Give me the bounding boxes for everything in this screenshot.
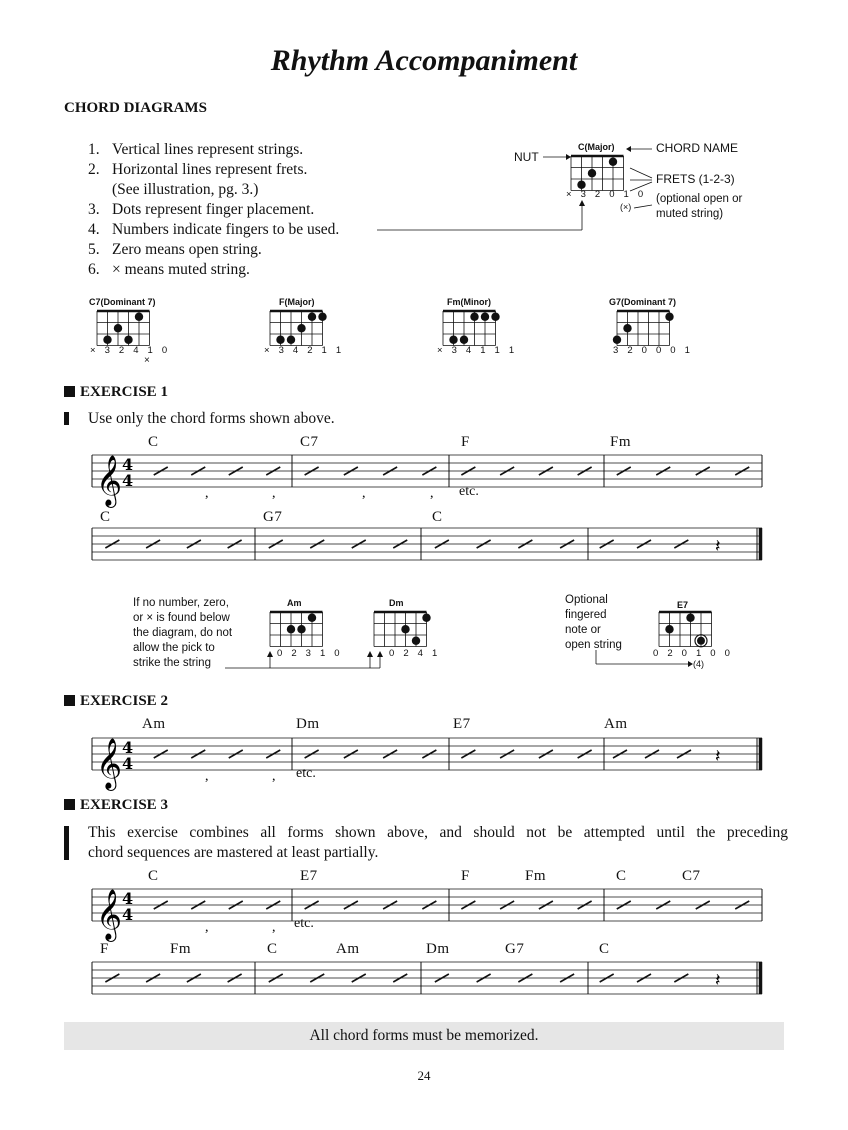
chord-symbol: C7	[300, 434, 319, 450]
rule-item: 1. Vertical lines represent strings.	[88, 141, 304, 158]
rule-item: 5. Zero means open string.	[88, 241, 262, 258]
chord-symbol: C	[616, 868, 627, 884]
finger-dot	[135, 313, 143, 321]
breath-mark-icon: ,	[205, 486, 209, 501]
finger-dot	[449, 336, 457, 344]
staff	[92, 528, 762, 560]
illustration-c-major-diagram	[571, 156, 624, 191]
nut-label: NUT	[514, 150, 539, 164]
chord-symbol: G7	[263, 509, 283, 525]
rule-item: 2. Horizontal lines represent frets.	[88, 161, 308, 178]
finger-dot	[623, 324, 631, 332]
chord-symbol: C	[148, 434, 159, 450]
chord-am-label: Am	[287, 598, 302, 608]
quarter-rest-icon: 𝄽	[715, 970, 721, 991]
breath-mark-icon: ,	[272, 486, 276, 501]
optional-note: (optional open or muted string)	[656, 193, 743, 220]
time-signature-top: 4	[122, 455, 134, 474]
chord-dm-fingers: 0 2 4 1	[389, 648, 441, 659]
chord-g7-label: G7(Dominant 7)	[609, 297, 677, 307]
chord-symbol: C	[432, 509, 443, 525]
finger-dot	[412, 637, 420, 645]
staff	[92, 455, 762, 508]
arrow-head	[566, 154, 571, 160]
chord-symbol: Dm	[296, 716, 320, 732]
finger-dot	[470, 313, 478, 321]
chord-symbol: Am	[142, 716, 166, 732]
arrow-head	[377, 651, 383, 657]
arrow-head	[626, 146, 631, 152]
chord-symbol: Dm	[426, 941, 450, 957]
illustration-fingers: × 3 2 0 1 0	[566, 189, 647, 200]
exercise1-instruction: Use only the chord forms shown above.	[88, 410, 335, 427]
fret-arrow-line	[630, 168, 652, 178]
chord-symbol: Am	[336, 941, 360, 957]
chord-symbol: F	[461, 868, 470, 884]
chord-symbol: C	[599, 941, 610, 957]
chord-name-label: CHORD NAME	[656, 141, 739, 155]
finger-dot	[401, 625, 409, 633]
finger-dot	[308, 313, 316, 321]
finger-dot	[686, 614, 694, 622]
finger-dot	[124, 336, 132, 344]
chord-am-fingers: 0 2 3 1 0	[277, 648, 343, 659]
finger-dot	[297, 324, 305, 332]
etc-label: etc.	[294, 916, 314, 931]
chord-symbol: G7	[505, 941, 525, 957]
time-signature-top: 4	[122, 738, 134, 757]
frets-label: FRETS (1-2-3)	[656, 172, 735, 186]
treble-clef-icon: 𝄞	[96, 455, 123, 506]
exercise1-heading: EXERCISE 1	[64, 384, 168, 401]
memorize-note: All chord forms must be memorized.	[64, 1022, 784, 1050]
time-signature-bottom: 4	[122, 905, 134, 924]
breath-mark-icon: ,	[430, 486, 434, 501]
time-signature-bottom: 4	[122, 754, 134, 773]
staff	[92, 962, 762, 994]
finger-dot	[297, 625, 305, 633]
finger-dot	[287, 336, 295, 344]
chord-f-fingers: × 3 4 2 1 1	[264, 345, 345, 356]
breath-mark-icon: ,	[272, 920, 276, 935]
chord-e7-extra: (4)	[693, 659, 704, 669]
chord-c7-extra: ×	[144, 355, 150, 366]
staff	[92, 889, 762, 942]
finger-dot	[588, 169, 596, 177]
chord-symbol: C	[267, 941, 278, 957]
finger-dot	[318, 313, 326, 321]
chord-symbol: Fm	[610, 434, 632, 450]
finger-dot	[308, 614, 316, 622]
etc-label: etc.	[296, 766, 316, 781]
time-signature-top: 4	[122, 889, 134, 908]
breath-mark-icon: ,	[272, 769, 276, 784]
chord-f-label: F(Major)	[279, 297, 315, 307]
chord-symbol: F	[461, 434, 470, 450]
chord-diagrams-heading: CHORD DIAGRAMS	[64, 100, 207, 116]
finger-dot	[577, 181, 585, 189]
staff	[92, 738, 762, 791]
chord-symbol: E7	[300, 868, 318, 884]
chord-fm-diagram	[443, 311, 500, 346]
fret-arrow-line	[630, 182, 652, 191]
chord-g7-fingers: 3 2 0 0 0 1	[613, 345, 694, 356]
optional-mark: (×)	[620, 202, 632, 212]
chord-symbol: Fm	[170, 941, 192, 957]
page-number: 24	[417, 1068, 431, 1083]
quarter-rest-icon: 𝄽	[715, 536, 721, 557]
chord-symbol: C	[148, 868, 159, 884]
finger-dot	[422, 614, 430, 622]
breath-mark-icon: ,	[205, 920, 209, 935]
quarter-rest-icon: 𝄽	[715, 746, 721, 767]
treble-clef-icon: 𝄞	[96, 738, 123, 789]
chord-symbol: Am	[604, 716, 628, 732]
treble-clef-icon: 𝄞	[96, 889, 123, 940]
finger-dot	[276, 336, 284, 344]
chord-dm-label: Dm	[389, 598, 404, 608]
optional-note-text: Optional fingered note or open string	[565, 594, 622, 651]
finger-dot	[609, 158, 617, 166]
finger-dot	[697, 637, 705, 645]
finger-dot	[481, 313, 489, 321]
chord-e7-fingers: 0 2 0 1 0 0	[653, 648, 734, 659]
chord-fm-fingers: × 3 4 1 1 1	[437, 345, 518, 356]
chord-am-diagram	[270, 612, 323, 647]
chord-g7-diagram	[613, 311, 674, 346]
chord-e7-label: E7	[677, 600, 689, 610]
chord-symbol: F	[100, 941, 109, 957]
exercise3-instruction-line2: chord sequences are mastered at least partially.	[88, 844, 379, 861]
chord-symbol: C7	[682, 868, 701, 884]
illustration-chord-title: C(Major)	[578, 142, 615, 152]
chord-c7-fingers: × 3 2 4 1 0	[90, 345, 171, 356]
finger-dot	[103, 336, 111, 344]
finger-dot	[287, 625, 295, 633]
rule-item: 3. Dots represent finger placement.	[88, 201, 315, 218]
chord-dm-diagram	[374, 612, 431, 647]
rule-item: (See illustration, pg. 3.)	[112, 181, 259, 198]
chord-symbol: E7	[453, 716, 471, 732]
exercise3-instruction-line1: This exercise combines all forms shown above, and should not be attempted until the preceding	[88, 824, 788, 841]
finger-dot	[665, 625, 673, 633]
exercise2-heading: EXERCISE 2	[64, 693, 168, 710]
arrow-head	[688, 661, 693, 667]
finger-dot	[613, 336, 621, 344]
rule-item: 4. Numbers indicate fingers to be used.	[88, 221, 340, 238]
page-title: Rhythm Accompaniment	[270, 44, 578, 77]
etc-label: etc.	[459, 484, 479, 499]
chord-fm-label: Fm(Minor)	[447, 297, 491, 307]
chord-c7-diagram	[97, 311, 150, 346]
arrow-head	[267, 651, 273, 657]
finger-dot	[665, 313, 673, 321]
chord-symbol: C	[100, 509, 111, 525]
pick-note-text: If no number, zero, or × is found below the diagram, do not allow the pick to strike the string	[133, 597, 233, 669]
optional-arrow-line	[634, 205, 652, 208]
time-signature-bottom: 4	[122, 471, 134, 490]
arrow-head	[367, 651, 373, 657]
finger-dot	[114, 324, 122, 332]
breath-mark-icon: ,	[205, 769, 209, 784]
rule-item: 6. × means muted string.	[88, 261, 250, 278]
finger-dot	[491, 313, 499, 321]
finger-dot	[460, 336, 468, 344]
arrow-head	[579, 200, 585, 206]
exercise3-heading: EXERCISE 3	[64, 797, 168, 814]
chord-c7-label: C7(Dominant 7)	[89, 297, 156, 307]
breath-mark-icon: ,	[362, 486, 366, 501]
chord-symbol: Fm	[525, 868, 547, 884]
chord-f-diagram	[270, 311, 327, 346]
